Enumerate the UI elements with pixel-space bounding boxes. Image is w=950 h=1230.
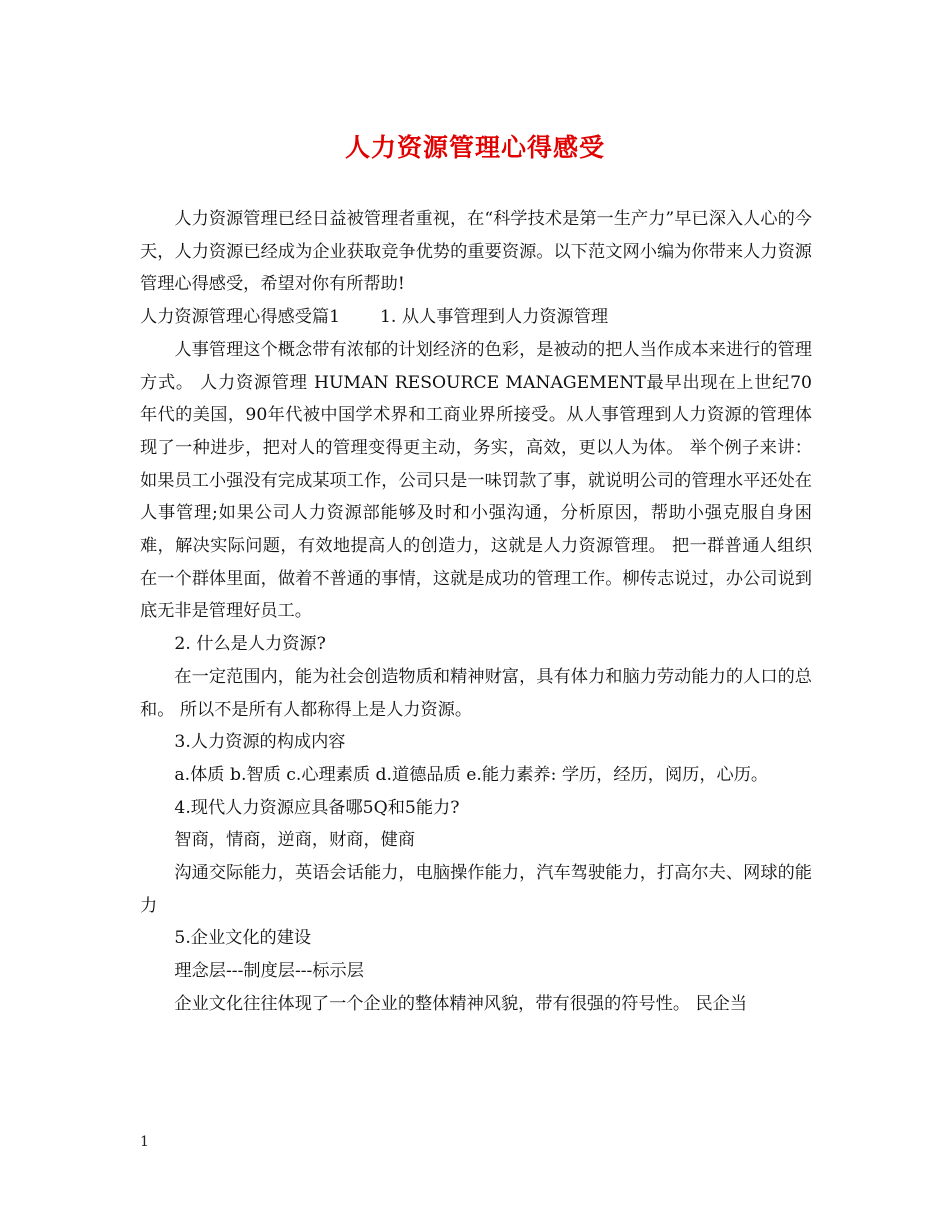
page-number: 1 <box>140 1134 149 1150</box>
hr-5q-list: 智商，情商，逆商，财商，健商 <box>174 830 416 851</box>
hr-management-paragraph: 人事管理这个概念带有浓郁的计划经济的色彩，是被动的把人当作成本来进行的管理方式。 人力资源管理 HUMAN RESOURCE MANAGEMENT最早出现在上世纪70年代的美国，90年代被中国学术界和工商业界所接受。从人事管理到人力资源的管理体现了一种进步，把对人的管理变得更主动，务实，高效，更以人为体。 举个例子来讲：如果员工小强没有完成某项工作，公司只是一味罚款了事，就说明公司的管理水平还处在人事管理;如果公司人力资源部能够及时和小强沟通，分析原因，帮助小强克服自身困难，解决实际问题，有效地提高人的创造力，这就是人力资源管理。 把一群普通人组织在一个群体里面，做着不普通的事情，这就是成功的管理工作。柳传志说过，办公司说到底无非是管理好员工。 <box>140 339 812 622</box>
hr-abilities-list: 沟通交际能力，英语会话能力，电脑操作能力，汽车驾驶能力，打高尔夫、网球的能力 <box>140 863 812 916</box>
hr-5q-heading: 4.现代人力资源应具备哪5Q和5能力? <box>174 797 460 818</box>
hr-definition-paragraph: 在一定范围内，能为社会创造物质和精神财富，具有体力和脑力劳动能力的人口的总和。 所以不是所有人都称得上是人力资源。 <box>140 666 812 720</box>
culture-heading: 5.企业文化的建设 <box>174 928 312 949</box>
section-heading-sub: 1. 从人事管理到人力资源管理 <box>380 307 609 328</box>
section-heading-label: 人力资源管理心得感受篇1 <box>140 307 340 328</box>
document-body <box>140 203 812 1021</box>
section-heading <box>140 301 812 334</box>
hr-composition-list: a.体质 b.智质 c.心理素质 d.道德品质 e.能力素养: 学历，经历，阅历，心历。 <box>174 764 769 785</box>
document-title: 人力资源管理心得感受 <box>344 133 605 162</box>
intro-paragraph: 人力资源管理已经日益被管理者重视，在“科学技术是第一生产力”早已深入人心的今天，人力资源已经成为企业获取竞争优势的重要资源。以下范文网小编为你带来人力资源管理心得感受，希望对你有所帮助! <box>140 209 812 295</box>
culture-layers: 理念层---制度层---标示层 <box>174 961 364 982</box>
culture-paragraph: 企业文化往往体现了一个企业的整体精神风貌，带有很强的符号性。 民企当 <box>174 993 748 1014</box>
hr-composition-heading: 3.人力资源的构成内容 <box>174 732 346 753</box>
question-what-is-hr: 2. 什么是人力资源? <box>174 634 326 655</box>
